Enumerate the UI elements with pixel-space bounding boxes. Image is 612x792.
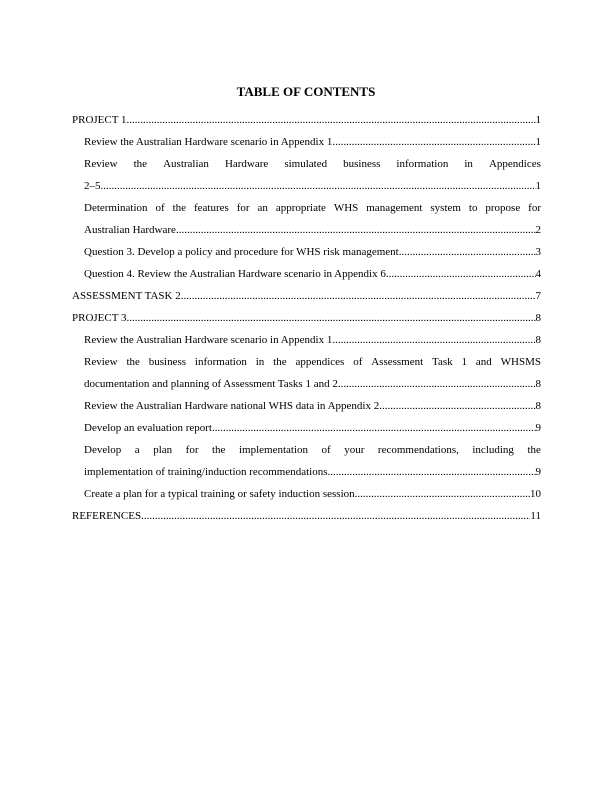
toc-entry-wrapped-line: Review the business information in the appendices of Assessment Task 1 and WHSMS [84, 356, 541, 368]
dot-leader [181, 288, 536, 304]
dot-leader [176, 222, 536, 238]
toc-entry-line [84, 464, 541, 486]
toc-entry-line [84, 332, 541, 354]
toc-page-number: 4 [535, 268, 541, 280]
toc-entry[interactable] [72, 244, 541, 266]
toc-entry-label[interactable]: implementation of training/induction recommendations [84, 466, 328, 478]
toc-entry-label[interactable]: 2–5 [84, 180, 101, 192]
toc-entry-wrapped-line: Determination of the features for an appropriate WHS management system to propose for [84, 202, 541, 214]
toc-entry[interactable] [72, 310, 541, 332]
toc-entry-line [84, 266, 541, 288]
toc-entry-line [72, 112, 541, 134]
toc-entry-label[interactable]: Question 3. Develop a policy and procedure for WHS risk management [84, 246, 399, 258]
toc-page-number: 1 [535, 136, 541, 148]
toc-page-number: 8 [535, 400, 541, 412]
toc-entry[interactable] [72, 486, 541, 508]
toc-entry-wrapped-line: Review the Australian Hardware simulated business information in Appendices [84, 158, 541, 170]
dot-leader [212, 420, 536, 436]
toc-entry[interactable] [72, 442, 541, 486]
toc-entry[interactable] [72, 200, 541, 244]
toc-entry-line [72, 288, 541, 310]
toc-entry-label[interactable]: Review the Australian Hardware scenario in Appendix 1 [84, 334, 333, 346]
dot-leader [386, 266, 536, 282]
toc-entry-label[interactable]: Question 4. Review the Australian Hardware scenario in Appendix 6 [84, 268, 386, 280]
toc-page-number: 3 [535, 246, 541, 258]
toc-entry-label[interactable]: PROJECT 1 [72, 114, 127, 126]
toc-title: TABLE OF CONTENTS [236, 84, 376, 99]
toc-entry-label[interactable]: Develop an evaluation report [84, 422, 212, 434]
toc-entry-line [84, 376, 541, 398]
toc-entry[interactable] [72, 288, 541, 310]
toc-entry-line [72, 310, 541, 332]
toc-entry-label[interactable]: Review the Australian Hardware national WHS data in Appendix 2 [84, 400, 380, 412]
toc-page-number: 8 [535, 312, 541, 324]
toc-entry[interactable] [72, 420, 541, 442]
dot-leader [141, 508, 530, 524]
dot-leader [127, 310, 536, 326]
toc-page-number: 8 [535, 378, 541, 390]
dot-leader [327, 464, 535, 480]
toc-entry-line [84, 420, 541, 442]
dot-leader [127, 112, 536, 128]
toc-page-number: 2 [535, 224, 541, 236]
toc-entry-label[interactable]: ASSESSMENT TASK 2 [72, 290, 181, 302]
toc-page-number: 1 [535, 180, 541, 192]
toc-entry[interactable] [72, 398, 541, 420]
toc-entry[interactable] [72, 134, 541, 156]
dot-leader [355, 486, 530, 502]
dot-leader [379, 398, 535, 414]
toc-page-number: 9 [535, 466, 541, 478]
toc-page-number: 10 [530, 488, 541, 500]
toc-entry[interactable] [72, 332, 541, 354]
dot-leader [332, 134, 535, 150]
toc-page-number: 9 [535, 422, 541, 434]
dot-leader [399, 244, 536, 260]
dot-leader [332, 332, 535, 348]
toc-entry[interactable] [72, 112, 541, 134]
toc-entry-wrapped-line: Develop a plan for the implementation of your recommendations, including the [84, 444, 541, 456]
toc-entry[interactable] [72, 354, 541, 398]
toc-entry-label[interactable]: PROJECT 3 [72, 312, 127, 324]
toc-entry-line [84, 244, 541, 266]
table-of-contents [72, 112, 541, 530]
toc-entry-line [84, 222, 541, 244]
toc-entry-line [84, 486, 541, 508]
toc-entry-label[interactable]: documentation and planning of Assessment Tasks 1 and 2 [84, 378, 338, 390]
toc-entry-label[interactable]: Review the Australian Hardware scenario in Appendix 1 [84, 136, 333, 148]
toc-entry-label[interactable]: Create a plan for a typical training or safety induction session [84, 488, 355, 500]
toc-entry[interactable] [72, 156, 541, 200]
toc-page-number: 7 [535, 290, 541, 302]
toc-page-number: 11 [530, 510, 541, 522]
toc-entry-line [84, 178, 541, 200]
toc-page-number: 1 [535, 114, 541, 126]
toc-entry[interactable] [72, 508, 541, 530]
toc-entry-line [84, 134, 541, 156]
toc-entry-label[interactable]: REFERENCES [72, 510, 142, 522]
toc-entry-line [72, 508, 541, 530]
toc-entry-line [84, 398, 541, 420]
toc-entry-label[interactable]: Australian Hardware [84, 224, 176, 236]
toc-page-number: 8 [535, 334, 541, 346]
dot-leader [338, 376, 536, 392]
toc-entry[interactable] [72, 266, 541, 288]
dot-leader [101, 178, 536, 194]
